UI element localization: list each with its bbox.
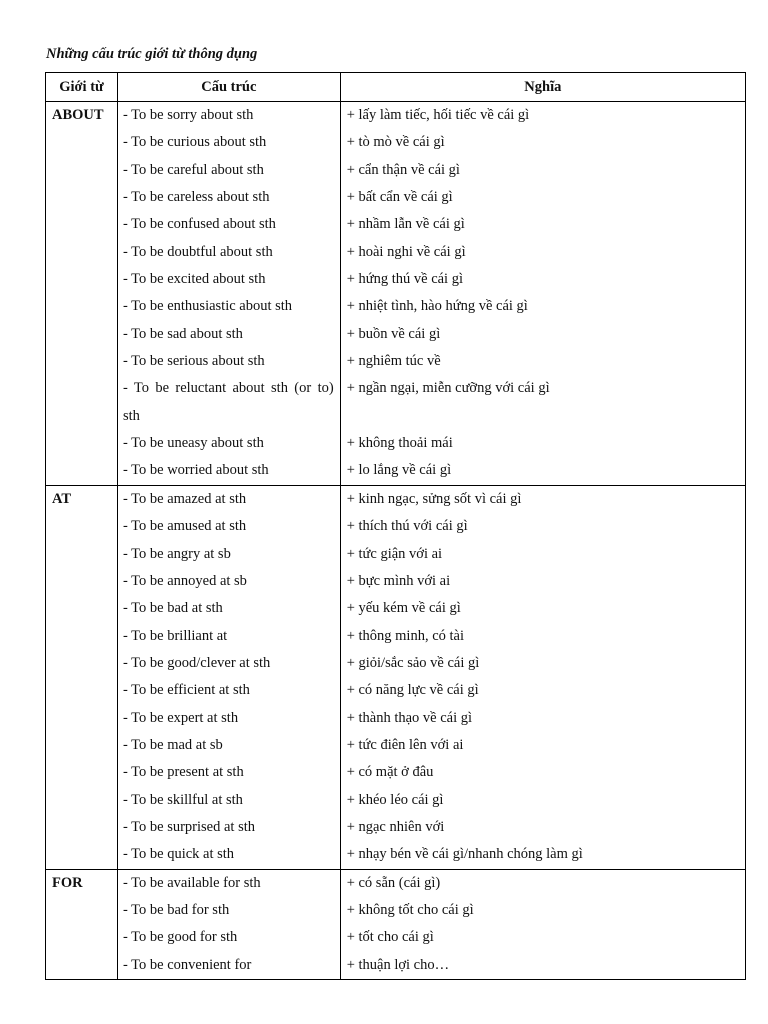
preposition-cell: [46, 513, 118, 540]
meaning-cell: + có mặt ở đâu: [340, 759, 745, 786]
meaning-cell: + lo lắng về cái gì: [340, 457, 745, 485]
table-row: [46, 869, 746, 897]
table-row: [46, 705, 746, 732]
meaning-cell: + tức giận với ai: [340, 541, 745, 568]
structure-cell: - To be angry at sb: [117, 541, 340, 568]
table-row: [46, 348, 746, 375]
structure-cell: - To be careful about sth: [117, 157, 340, 184]
structure-cell: - To be present at sth: [117, 759, 340, 786]
meaning-cell: + hứng thú về cái gì: [340, 266, 745, 293]
structure-cell: - To be brilliant at: [117, 623, 340, 650]
preposition-cell: [46, 129, 118, 156]
meaning-cell: + tò mò về cái gì: [340, 129, 745, 156]
structure-cell: - To be convenient for: [117, 952, 340, 980]
table-row: [46, 841, 746, 869]
meaning-cell: + lấy làm tiếc, hối tiếc về cái gì: [340, 102, 745, 130]
page-title: Những cấu trúc giới từ thông dụng: [46, 46, 258, 62]
structure-cell: - To be enthusiastic about sth: [117, 293, 340, 320]
meaning-cell: + khéo léo cái gì: [340, 787, 745, 814]
preposition-cell: ABOUT: [46, 102, 118, 130]
meaning-cell: + có sẵn (cái gì): [340, 869, 745, 897]
preposition-cell: [46, 897, 118, 924]
preposition-cell: [46, 568, 118, 595]
preposition-cell: [46, 348, 118, 375]
structure-cell: - To be amused at sth: [117, 513, 340, 540]
table-row: [46, 129, 746, 156]
meaning-cell: + thành thạo về cái gì: [340, 705, 745, 732]
preposition-cell: [46, 457, 118, 485]
table-row: [46, 677, 746, 704]
meaning-cell: + không thoải mái: [340, 430, 745, 457]
table-row: [46, 924, 746, 951]
table-body: [46, 102, 746, 980]
preposition-cell: [46, 430, 118, 457]
meaning-cell: + buồn về cái gì: [340, 321, 745, 348]
meaning-cell: + bực mình với ai: [340, 568, 745, 595]
preposition-cell: [46, 595, 118, 622]
meaning-cell: + không tốt cho cái gì: [340, 897, 745, 924]
table-row: [46, 102, 746, 130]
preposition-cell: [46, 841, 118, 869]
meaning-cell: + bất cẩn về cái gì: [340, 184, 745, 211]
structure-cell: - To be quick at sth: [117, 841, 340, 869]
structure-cell: - To be good/clever at sth: [117, 650, 340, 677]
structure-cell: - To be sorry about sth: [117, 102, 340, 130]
table-row: [46, 266, 746, 293]
meaning-cell: + thích thú với cái gì: [340, 513, 745, 540]
table-row: [46, 375, 746, 430]
meaning-cell: + giỏi/sắc sảo về cái gì: [340, 650, 745, 677]
table-row: [46, 787, 746, 814]
meaning-cell: + yếu kém về cái gì: [340, 595, 745, 622]
structure-cell: - To be annoyed at sb: [117, 568, 340, 595]
structure-cell: - To be efficient at sth: [117, 677, 340, 704]
structure-cell: - To be expert at sth: [117, 705, 340, 732]
meaning-cell: + nhạy bén về cái gì/nhanh chóng làm gì: [340, 841, 745, 869]
meaning-cell: + nghiêm túc về: [340, 348, 745, 375]
table-row: [46, 321, 746, 348]
table-row: [46, 184, 746, 211]
table-row: [46, 732, 746, 759]
table-row: [46, 650, 746, 677]
table-row: [46, 293, 746, 320]
structure-cell: - To be confused about sth: [117, 211, 340, 238]
table-row: [46, 897, 746, 924]
structure-cell: - To be bad at sth: [117, 595, 340, 622]
meaning-cell: + tức điên lên với ai: [340, 732, 745, 759]
meaning-cell: + có năng lực về cái gì: [340, 677, 745, 704]
header-meaning: Nghĩa: [340, 73, 745, 102]
preposition-cell: [46, 787, 118, 814]
header-structure: Cấu trúc: [117, 73, 340, 102]
structure-cell: - To be doubtful about sth: [117, 239, 340, 266]
meaning-cell: + ngần ngại, miễn cưỡng với cái gì: [340, 375, 745, 430]
preposition-cell: [46, 623, 118, 650]
structure-cell: - To be careless about sth: [117, 184, 340, 211]
structure-cell: - To be uneasy about sth: [117, 430, 340, 457]
header-preposition: Giới từ: [46, 73, 118, 102]
preposition-cell: [46, 266, 118, 293]
preposition-cell: FOR: [46, 869, 118, 897]
meaning-cell: + ngạc nhiên với: [340, 814, 745, 841]
preposition-cell: [46, 239, 118, 266]
structure-cell: - To be skillful at sth: [117, 787, 340, 814]
preposition-cell: [46, 705, 118, 732]
table-row: [46, 814, 746, 841]
meaning-cell: + hoài nghi về cái gì: [340, 239, 745, 266]
structure-cell: - To be curious about sth: [117, 129, 340, 156]
structure-cell: - To be serious about sth: [117, 348, 340, 375]
table-row: [46, 952, 746, 980]
table-row: [46, 157, 746, 184]
structure-cell: - To be good for sth: [117, 924, 340, 951]
structure-cell: - To be worried about sth: [117, 457, 340, 485]
table-row: [46, 623, 746, 650]
preposition-cell: [46, 677, 118, 704]
structure-cell: - To be sad about sth: [117, 321, 340, 348]
meaning-cell: + nhầm lẫn về cái gì: [340, 211, 745, 238]
preposition-cell: [46, 321, 118, 348]
meaning-cell: + cẩn thận về cái gì: [340, 157, 745, 184]
table-row: [46, 485, 746, 513]
preposition-cell: [46, 184, 118, 211]
meaning-cell: + tốt cho cái gì: [340, 924, 745, 951]
structure-cell: - To be available for sth: [117, 869, 340, 897]
preposition-cell: [46, 541, 118, 568]
preposition-cell: [46, 814, 118, 841]
preposition-cell: [46, 293, 118, 320]
preposition-cell: [46, 924, 118, 951]
preposition-table: [45, 72, 746, 980]
structure-cell: - To be bad for sth: [117, 897, 340, 924]
table-row: [46, 211, 746, 238]
structure-cell: - To be reluctant about sth (or to) sth: [117, 375, 340, 430]
table-row: [46, 513, 746, 540]
structure-cell: - To be excited about sth: [117, 266, 340, 293]
table-row: [46, 430, 746, 457]
meaning-cell: + nhiệt tình, hào hứng về cái gì: [340, 293, 745, 320]
table-row: [46, 239, 746, 266]
preposition-cell: [46, 759, 118, 786]
structure-cell: - To be surprised at sth: [117, 814, 340, 841]
preposition-cell: [46, 157, 118, 184]
table-header-row: [46, 73, 746, 102]
structure-cell: - To be amazed at sth: [117, 485, 340, 513]
preposition-cell: [46, 650, 118, 677]
structure-cell: - To be mad at sb: [117, 732, 340, 759]
table-row: [46, 759, 746, 786]
table-row: [46, 541, 746, 568]
preposition-cell: [46, 732, 118, 759]
meaning-cell: + thông minh, có tài: [340, 623, 745, 650]
table-row: [46, 595, 746, 622]
preposition-cell: [46, 952, 118, 980]
preposition-cell: [46, 211, 118, 238]
meaning-cell: + thuận lợi cho…: [340, 952, 745, 980]
preposition-cell: AT: [46, 485, 118, 513]
meaning-cell: + kinh ngạc, sửng sốt vì cái gì: [340, 485, 745, 513]
table-row: [46, 568, 746, 595]
preposition-cell: [46, 375, 118, 430]
table-row: [46, 457, 746, 485]
